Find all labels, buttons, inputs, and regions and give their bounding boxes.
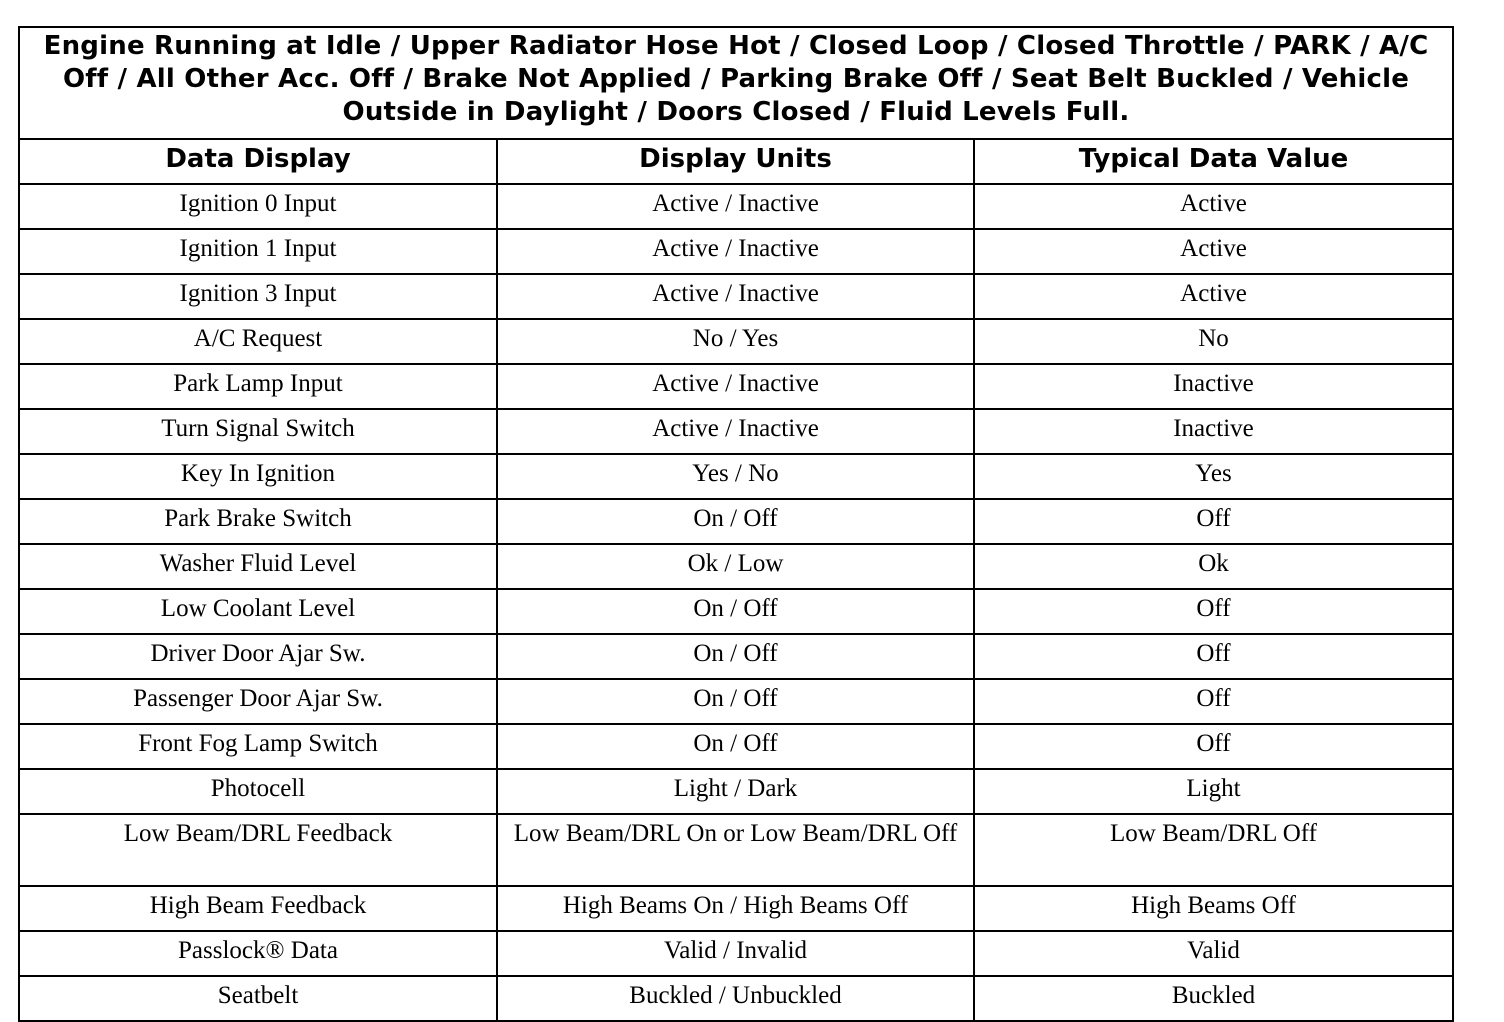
column-header-display-units: Display Units bbox=[497, 139, 974, 184]
data-display-cell: Ignition 0 Input bbox=[19, 184, 497, 229]
typical-value-cell: Off bbox=[974, 589, 1453, 634]
data-display-cell: Driver Door Ajar Sw. bbox=[19, 634, 497, 679]
typical-value-cell: Off bbox=[974, 499, 1453, 544]
table-row bbox=[19, 229, 1453, 274]
table-row bbox=[19, 679, 1453, 724]
display-units-cell: Ok / Low bbox=[497, 544, 974, 589]
data-display-cell: Washer Fluid Level bbox=[19, 544, 497, 589]
display-units-cell: On / Off bbox=[497, 499, 974, 544]
display-units-cell: Light / Dark bbox=[497, 769, 974, 814]
table-row bbox=[19, 319, 1453, 364]
typical-value-cell: Active bbox=[974, 229, 1453, 274]
data-display-cell: Turn Signal Switch bbox=[19, 409, 497, 454]
data-display-cell: Passenger Door Ajar Sw. bbox=[19, 679, 497, 724]
display-units-cell: No / Yes bbox=[497, 319, 974, 364]
typical-value-cell: Buckled bbox=[974, 976, 1453, 1021]
typical-value-cell: No bbox=[974, 319, 1453, 364]
table-row bbox=[19, 976, 1453, 1021]
table-row bbox=[19, 814, 1453, 886]
table-row bbox=[19, 184, 1453, 229]
table-row bbox=[19, 589, 1453, 634]
table-row bbox=[19, 769, 1453, 814]
typical-value-cell: Ok bbox=[974, 544, 1453, 589]
test-conditions: Engine Running at Idle / Upper Radiator Hose Hot / Closed Loop / Closed Throttle / PARK / A/C Off / All Other Acc. Off / Brake Not Applied / Parking Brake Off / Seat Belt Buckled / Vehicle Outside in Daylight / Doors Closed / Fluid Levels Full. bbox=[19, 27, 1453, 139]
typical-value-cell: Low Beam/DRL Off bbox=[974, 814, 1453, 886]
table-row bbox=[19, 634, 1453, 679]
display-units-cell: Yes / No bbox=[497, 454, 974, 499]
table-row bbox=[19, 499, 1453, 544]
data-display-cell: Ignition 1 Input bbox=[19, 229, 497, 274]
display-units-cell: Active / Inactive bbox=[497, 229, 974, 274]
data-display-cell: Low Coolant Level bbox=[19, 589, 497, 634]
display-units-cell: Buckled / Unbuckled bbox=[497, 976, 974, 1021]
data-display-cell: Ignition 3 Input bbox=[19, 274, 497, 319]
table-row bbox=[19, 454, 1453, 499]
conditions-row bbox=[19, 27, 1453, 139]
typical-value-cell: Active bbox=[974, 274, 1453, 319]
data-display-cell: Photocell bbox=[19, 769, 497, 814]
column-header-data-display: Data Display bbox=[19, 139, 497, 184]
column-header-typical-value: Typical Data Value bbox=[974, 139, 1453, 184]
display-units-cell: On / Off bbox=[497, 679, 974, 724]
display-units-cell: Valid / Invalid bbox=[497, 931, 974, 976]
data-display-cell: Seatbelt bbox=[19, 976, 497, 1021]
data-display-cell: Front Fog Lamp Switch bbox=[19, 724, 497, 769]
typical-value-cell: Off bbox=[974, 634, 1453, 679]
display-units-cell: Low Beam/DRL On or Low Beam/DRL Off bbox=[497, 814, 974, 886]
table-row bbox=[19, 364, 1453, 409]
typical-value-cell: Active bbox=[974, 184, 1453, 229]
typical-value-cell: Off bbox=[974, 679, 1453, 724]
display-units-cell: Active / Inactive bbox=[497, 274, 974, 319]
data-display-cell: A/C Request bbox=[19, 319, 497, 364]
display-units-cell: On / Off bbox=[497, 589, 974, 634]
table-row bbox=[19, 724, 1453, 769]
typical-value-cell: Yes bbox=[974, 454, 1453, 499]
display-units-cell: Active / Inactive bbox=[497, 364, 974, 409]
scan-tool-data-table bbox=[18, 26, 1454, 1022]
typical-value-cell: High Beams Off bbox=[974, 886, 1453, 931]
data-display-cell: High Beam Feedback bbox=[19, 886, 497, 931]
table-row bbox=[19, 931, 1453, 976]
table-row bbox=[19, 544, 1453, 589]
data-display-cell: Park Lamp Input bbox=[19, 364, 497, 409]
typical-value-cell: Off bbox=[974, 724, 1453, 769]
typical-value-cell: Inactive bbox=[974, 409, 1453, 454]
table-row bbox=[19, 409, 1453, 454]
table-row bbox=[19, 274, 1453, 319]
display-units-cell: High Beams On / High Beams Off bbox=[497, 886, 974, 931]
typical-value-cell: Valid bbox=[974, 931, 1453, 976]
data-display-cell: Key In Ignition bbox=[19, 454, 497, 499]
display-units-cell: On / Off bbox=[497, 724, 974, 769]
data-display-cell: Low Beam/DRL Feedback bbox=[19, 814, 497, 886]
display-units-cell: Active / Inactive bbox=[497, 409, 974, 454]
data-display-cell: Park Brake Switch bbox=[19, 499, 497, 544]
typical-value-cell: Light bbox=[974, 769, 1453, 814]
table-row bbox=[19, 886, 1453, 931]
data-display-cell: Passlock® Data bbox=[19, 931, 497, 976]
display-units-cell: Active / Inactive bbox=[497, 184, 974, 229]
typical-value-cell: Inactive bbox=[974, 364, 1453, 409]
display-units-cell: On / Off bbox=[497, 634, 974, 679]
column-header-row bbox=[19, 139, 1453, 184]
